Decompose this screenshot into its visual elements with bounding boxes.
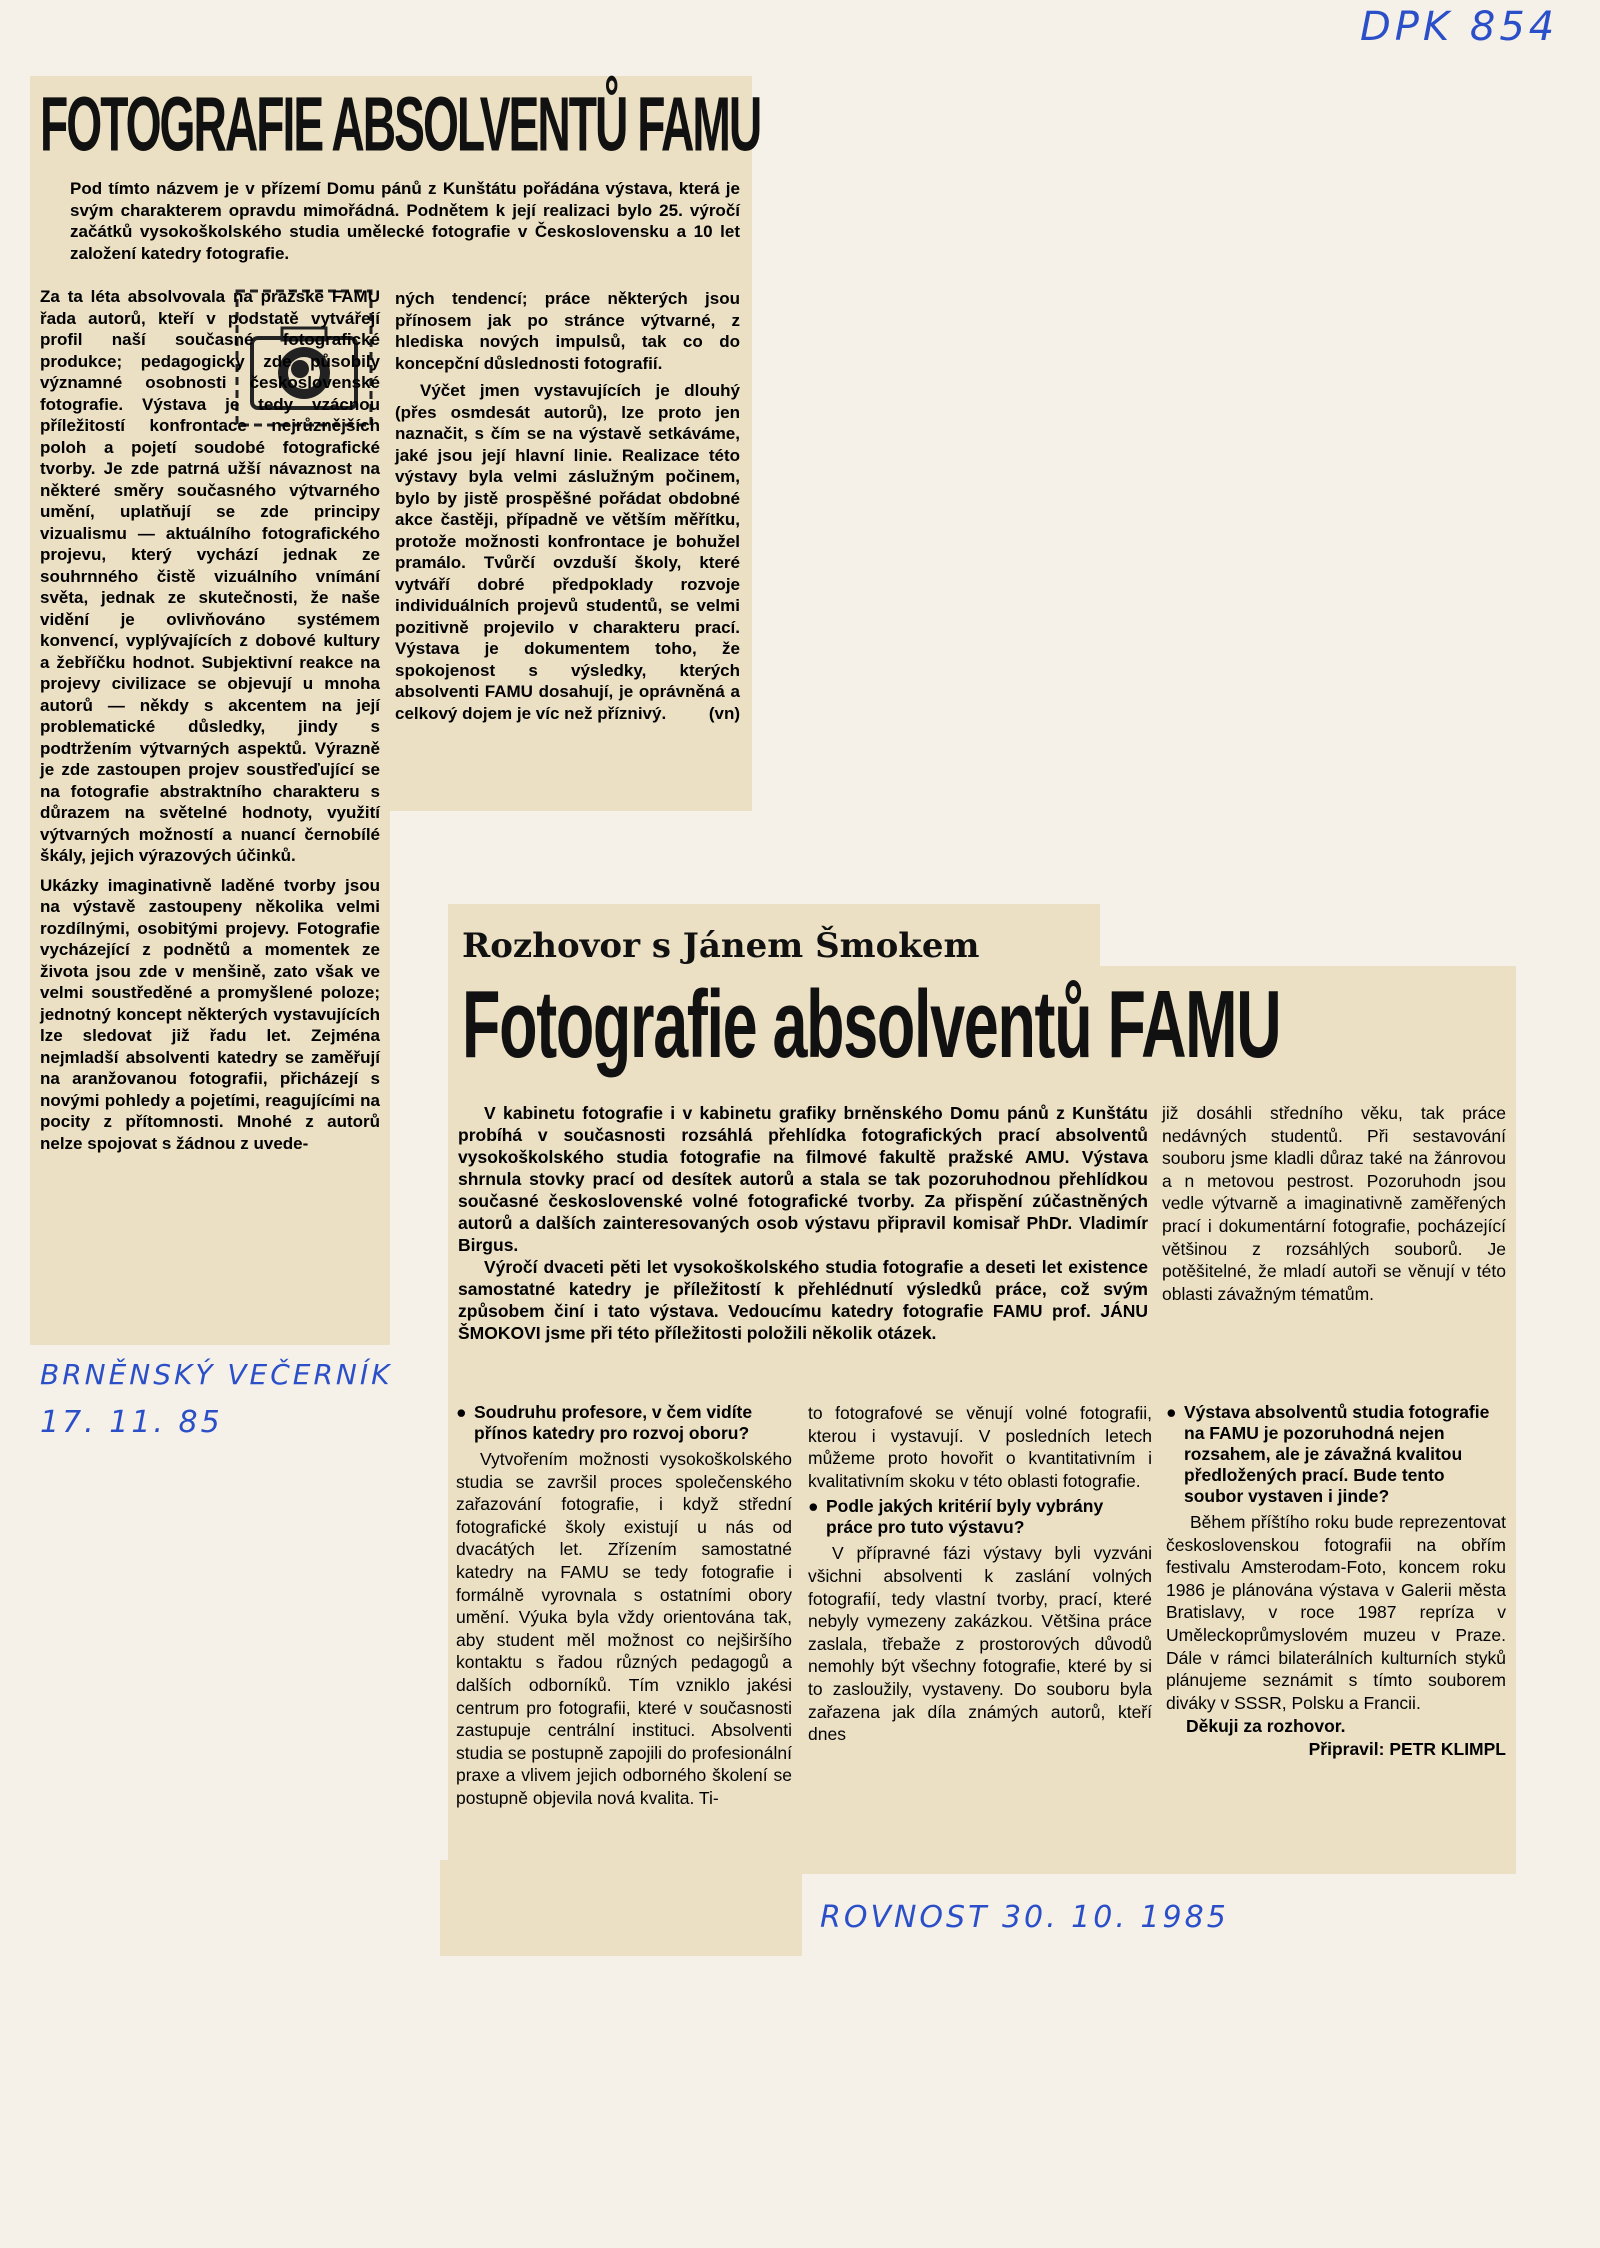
clipping-2-lead: V kabinetu fotografie i v kabinetu grafiky brněnského Domu pánů z Kunštátu probíhá v současnosti rozsáhlá přehlídka fotografických prací absolventů vysokoškolského studia fotografie na filmové fakultě pražské AMU. Výstava shrnula stovky prací od desítek autorů a stala se tak pozoruhodnou přehlídkou současné československé volné fotografické tvorby. Za přispění zúčastněných autorů a dalších zainteresovaných osob výstavu připravil komisař PhDr. Vladimír Birgus. Výročí dvaceti pěti let vysokoškolského studia fotografie a deseti let existence samostatné katedry je příležitostí k přehlédnutí výsledků práce, což svým způsobem činí i tato výstava. Vedoucímu katedry fotografie FAMU prof. JÁNU ŠMOKOVI jsme při této příležitosti položili několik otázek. bbox=[458, 1103, 1148, 1343]
clipping-2-tail bbox=[440, 1860, 802, 1956]
bullet-icon: ● bbox=[456, 1402, 467, 1422]
clipping-2-kicker: Rozhovor s Jánem Šmokem bbox=[462, 926, 980, 966]
bullet-icon: ● bbox=[808, 1496, 819, 1517]
clipping-2-column-1: ● Soudruhu profesore, v čem vidíte přínos katedry pro rozvoj oboru? Vytvořením možnosti vysokoškolského studia se završil proces společenského zařazování fotografie, i když střední fotografické školy existují u nás od dvacátých let. Zřízením samostatné katedry na FAMU se tedy fotografie i formálně vyrovnala s ostatními obory umění. Výuka byla vždy orientována tak, aby student měl možnost co nejširšího kontaktu s řadou různých pedagogů a dalších odborníků. Tím vzniklo jakési centrum pro fotografii, které v současnosti zastupuje centrální instituci. Absolventi studia se postupně zapojili do profesionální praxe a vlivem jejich odborného školení se postupně objevila nová kvalita. Ti- bbox=[456, 1402, 792, 1808]
clipping-2-column-2: to fotografové se věnují volné fotografii, kterou i vystavují. V posledních letech můžeme proto hovořit o kvantitativním i kvalitativním skoku v této oblasti fotografie. ● Podle jakých kritérií byly vybrány práce pro tuto výstavu? V přípravné fázi výstavy byli vyzváni všichni absolventi k zaslání volných fotografií, tedy vlastní tvorby, prací, které nebyly vymezeny zakázkou. Většina práce zaslala, třebaže z prostorových důvodů nemohly být všechny fotografie, které by si to zasloužily, vystaveny. Do souboru byla zařazena jak díla známých autorů, kteří dnes bbox=[808, 1403, 1152, 1745]
clipping-1-signature: (vn) bbox=[708, 704, 740, 723]
handwritten-source-1: BRNĚNSKÝ VEČERNÍK bbox=[40, 1358, 393, 1391]
handwritten-source-2: ROVNOST 30. 10. 1985 bbox=[820, 1900, 1229, 1935]
question-2: ● Podle jakých kritérií byly vybrány práce pro tuto výstavu? bbox=[808, 1496, 1104, 1538]
clipping-1-column-2: ných tendencí; práce některých jsou přínosem jak po stránce výtvarné, z hlediska nových impulsů, tak co do koncepční důslednosti fotografií. Výčet jmen vystavujících je dlouhý (přes osmdesát autorů), lze proto jen naznačit, s čím se na výstavě setkáváme, jaké jsou její hlavní linie. Realizace této výstavy byla velmi záslužným počinem, bylo by jistě prospěšné pořádat obdobné akce častěji, případně ve větším měřítku, protože možnosti konfrontace je bohužel pramálo. Tvůrčí ovzduší školy, které vytváří dobré předpoklady rozvoje individuálních projevů studentů, se velmi pozitivně projevilo v charakteru prací. Výstava je dokumentem toho, že spokojenost s výsledky, kterých absolventi FAMU dosahují, je oprávněná a celkový dojem je víc než příznivý. (vn) bbox=[395, 289, 740, 723]
bullet-icon: ● bbox=[1166, 1402, 1177, 1422]
clipping-1-column-1: Za ta léta absolvovala na pražské FAMU řada autorů, kteří v podstatě vytvářejí profil naší současné fotografické produkce; pedagogicky zde působily významné osobnosti československé fotografie. Výstava je tedy vzácnou příležitostí konfrontace nejrůznějších poloh a pojetí soudobé fotografické tvorby. Je zde patrná užší návaznost na některé směry současného výtvarného umění, uplatňují se zde principy vizualismu — aktuálního fotografického projevu, který vychází jednak ze souhrnného čistě vizuálního vnímání světa, jednak ze skutečnosti, že naše vidění je ovlivňováno systémem konvencí, vyplývajících z dobové kultury a žebříčku hodnot. Subjektivní reakce na projevy civilizace se objevují u mnoha autorů — někdy s akcentem na její problematické důsledky, jindy s podtržením výtvarných aspektů. Výrazně je zde zastoupen projev soustřeďující se na fotografie abstraktního charakteru s důrazem na světelné hodnoty, využití výtvarných možností a nuancí černobílé škály, jejich výrazových účinků. Ukázky imaginativně laděné tvorby jsou na výstavě zastoupeny několika velmi rozdílnými, osobitými projevy. Fotografie vycházející z podnětů a momentek ze života jsou zde v menšině, zato však ve velmi soustředěné a promyšlené poloze; jednotný koncept některých vystavujících lze sledovat již řadu let. Zejména nejmladší absolventi katedry se zaměřují na aranžovanou fotografii, přicházejí s novými pohledy a pojetími, reagujícími na pocity z přítomnosti. Mnohé z autorů nelze spojovat s žádnou z uvede- bbox=[40, 287, 380, 1153]
clipping-1-headline: FOTOGRAFIE ABSOLVENTŮ FAMU bbox=[40, 81, 761, 167]
clipping-2-headline: Fotografie absolventů FAMU bbox=[462, 971, 1281, 1078]
clipping-1-lead: Pod tímto názvem je v přízemí Domu pánů z Kunštátu pořádána výstava, která je svým charakterem opravdu mimořádná. Podnětem k její realizaci bylo 25. výročí začátků vysokoškolského studia umělecké fotografie v Československu a 10 let založení katedry fotografie. bbox=[70, 179, 740, 263]
archive-mark: DPK 854 bbox=[1360, 4, 1559, 50]
question-3: ● Výstava absolventů studia fotografie na FAMU je pozoruhodná nejen rozsahem, ale je závažná kvalitou předložených prací. Bude tento soubor vystaven i jinde? bbox=[1166, 1402, 1490, 1506]
handwritten-date-1: 17. 11. 85 bbox=[40, 1405, 223, 1440]
clipping-2-column-3: ● Výstava absolventů studia fotografie na FAMU je pozoruhodná nejen rozsahem, ale je závažná kvalitou předložených prací. Bude tento soubor vystaven i jinde? Během příštího roku bude reprezentovat československou fotografii na obřím festivalu Amsterodam-Foto, koncem roku 1986 je plánována výstava v Galerii města Bratislavy, v roce 1987 repríza v Uměleckoprůmyslovém muzeu v Praze. Dále v rámci bilaterálních kulturních styků plánujeme seznámit s tímto souborem diváky v SSSR, Polsku a Francii. Děkuji za rozhovor. Připravil: PETR KLIMPL bbox=[1166, 1402, 1506, 1760]
question-1: ● Soudruhu profesore, v čem vidíte přínos katedry pro rozvoj oboru? bbox=[456, 1402, 753, 1443]
clipping-2-right-top: již dosáhli středního věku, tak práce nedávných studentů. Při sestavování souboru jsme kladli důraz také na žánrovou a n metovou pestrost. Pozoruhodn jsou vedle výtvarně a imaginativně zaměřených prací i dokumentární fotografie, pocházející většinou z rozsáhlých souborů. Je potěšitelné, že mladí autoři se věnují v této oblasti závažným tématům. bbox=[1162, 1103, 1506, 1304]
